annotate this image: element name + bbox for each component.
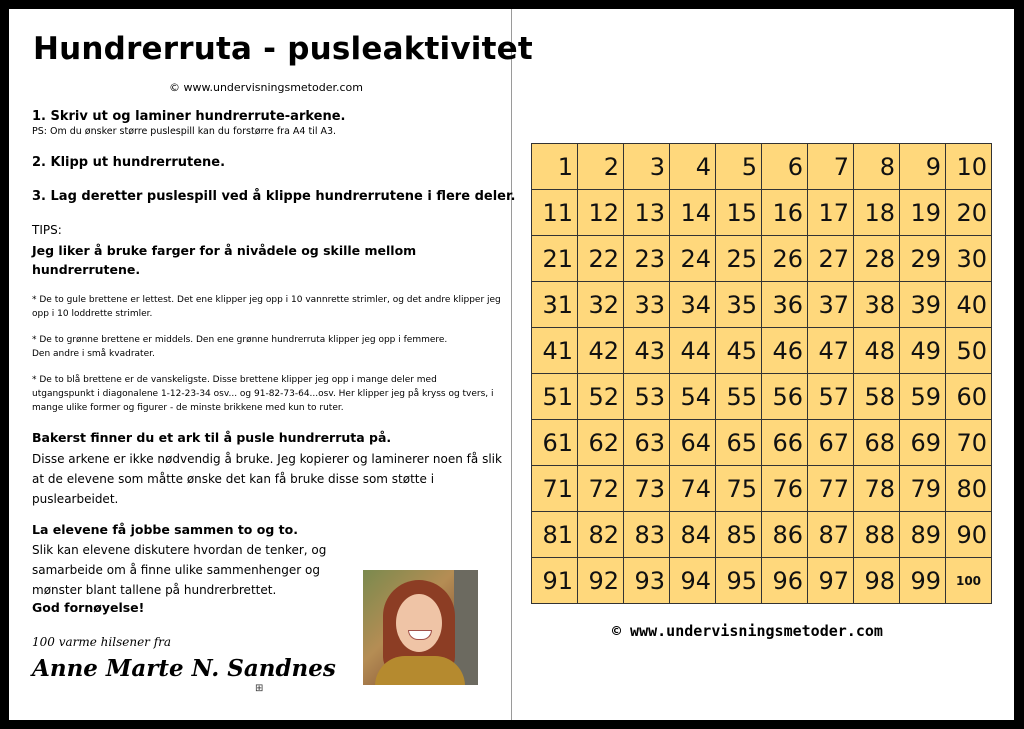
grid-cell: 12 — [578, 190, 624, 236]
grid-cell: 37 — [808, 282, 854, 328]
grid-cell: 51 — [532, 374, 578, 420]
grid-cell: 74 — [670, 466, 716, 512]
grid-cell: 43 — [624, 328, 670, 374]
grid-cell: 90 — [946, 512, 992, 558]
tips-label: TIPS: — [32, 223, 62, 237]
grid-cell: 59 — [900, 374, 946, 420]
grid-cell: 55 — [716, 374, 762, 420]
grid-cell: 6 — [762, 144, 808, 190]
grid-cell: 96 — [762, 558, 808, 604]
grid-cell: 70 — [946, 420, 992, 466]
grid-cell: 97 — [808, 558, 854, 604]
crosshair-icon: ⊞ — [255, 683, 264, 694]
grid-row — [532, 282, 992, 328]
grid-cell: 98 — [854, 558, 900, 604]
grid-cell: 69 — [900, 420, 946, 466]
grid-cell: 23 — [624, 236, 670, 282]
grid-cell: 33 — [624, 282, 670, 328]
grid-cell: 63 — [624, 420, 670, 466]
grid-cell: 88 — [854, 512, 900, 558]
grid-cell: 73 — [624, 466, 670, 512]
grid-cell: 54 — [670, 374, 716, 420]
grid-cell: 86 — [762, 512, 808, 558]
grid-cell: 42 — [578, 328, 624, 374]
grid-cell: 4 — [670, 144, 716, 190]
grid-cell: 92 — [578, 558, 624, 604]
grid-cell: 95 — [716, 558, 762, 604]
cooperation-text: Slik kan elevene diskutere hvordan de tenker, og samarbeide om å finne ulike sammenhenger og mønster blant tallene på hundrerbrettet. — [32, 543, 327, 597]
hundred-grid-page — [512, 9, 1014, 720]
grid-cell: 2 — [578, 144, 624, 190]
grid-cell: 75 — [716, 466, 762, 512]
grid-cell: 15 — [716, 190, 762, 236]
grid-row — [532, 328, 992, 374]
grid-cell: 57 — [808, 374, 854, 420]
step-1: 1. Skriv ut og laminer hundrerrute-arkene. — [32, 109, 346, 124]
grid-cell: 100 — [946, 558, 992, 604]
hundred-grid — [531, 143, 992, 604]
grid-cell: 79 — [900, 466, 946, 512]
grid-row — [532, 558, 992, 604]
step-3: 3. Lag deretter puslespill ved å klippe hundrerrutene i flere deler. — [32, 189, 516, 204]
worksheet-spread — [9, 9, 1014, 720]
copyright-bottom: © www.undervisningsmetoder.com — [612, 622, 883, 640]
grid-cell: 16 — [762, 190, 808, 236]
grid-cell: 28 — [854, 236, 900, 282]
signature: Anne Marte N. Sandnes — [32, 655, 336, 682]
grid-cell: 89 — [900, 512, 946, 558]
grid-cell: 29 — [900, 236, 946, 282]
grid-cell: 35 — [716, 282, 762, 328]
grid-row — [532, 466, 992, 512]
grid-cell: 82 — [578, 512, 624, 558]
ps-note: PS: Om du ønsker større puslespill kan du forstørre fra A4 til A3. — [32, 126, 337, 137]
grid-cell: 1 — [532, 144, 578, 190]
grid-row — [532, 144, 992, 190]
grid-cell: 17 — [808, 190, 854, 236]
tip-blue: * De to blå brettene er de vanskeligste. Disse brettene klipper jeg opp i mange deler med utgangspunkt i diagonalene 1-12-23-34 osv... og 91-82-73-64...osv. Her klipper jeg på kryss og tvers, i mange ulike former og figurer - de minste brikkene med kun to ruter. — [32, 375, 494, 413]
grid-cell: 18 — [854, 190, 900, 236]
grid-cell: 36 — [762, 282, 808, 328]
step-2: 2. Klipp ut hundrerrutene. — [32, 155, 226, 170]
grid-cell: 30 — [946, 236, 992, 282]
backside-text: Disse arkene er ikke nødvendig å bruke. Jeg kopierer og laminerer noen få slik at de elevene som måtte ønske det kan få bruke disse som støtte i puslearbeidet. — [32, 452, 502, 506]
grid-cell: 34 — [670, 282, 716, 328]
tips-lead: Jeg liker å bruke farger for å nivådele og skille mellom hundrerrutene. — [32, 243, 417, 277]
grid-cell: 52 — [578, 374, 624, 420]
page-title: Hundrerruta - pusleaktivitet — [33, 31, 533, 67]
instructions-page — [9, 9, 533, 720]
grid-cell: 87 — [808, 512, 854, 558]
grid-cell: 11 — [532, 190, 578, 236]
grid-cell: 61 — [532, 420, 578, 466]
tip-green: * De to grønne brettene er middels. Den ene grønne hundrerruta klipper jeg opp i femmere. Den andre i små kvadrater. — [32, 335, 448, 359]
grid-cell: 13 — [624, 190, 670, 236]
grid-cell: 14 — [670, 190, 716, 236]
closing-line: God fornøyelse! — [32, 600, 145, 615]
grid-cell: 10 — [946, 144, 992, 190]
grid-cell: 85 — [716, 512, 762, 558]
grid-cell: 45 — [716, 328, 762, 374]
grid-cell: 58 — [854, 374, 900, 420]
grid-cell: 38 — [854, 282, 900, 328]
copyright-top: © www.undervisningsmetoder.com — [169, 81, 363, 94]
grid-cell: 93 — [624, 558, 670, 604]
backside-heading: Bakerst finner du et ark til å pusle hundrerruta på. — [32, 430, 392, 445]
grid-row — [532, 512, 992, 558]
grid-cell: 39 — [900, 282, 946, 328]
grid-cell: 99 — [900, 558, 946, 604]
grid-cell: 21 — [532, 236, 578, 282]
grid-cell: 80 — [946, 466, 992, 512]
grid-cell: 64 — [670, 420, 716, 466]
grid-cell: 84 — [670, 512, 716, 558]
grid-row — [532, 374, 992, 420]
grid-cell: 5 — [716, 144, 762, 190]
grid-cell: 48 — [854, 328, 900, 374]
grid-cell: 22 — [578, 236, 624, 282]
grid-cell: 8 — [854, 144, 900, 190]
grid-row — [532, 236, 992, 282]
grid-cell: 83 — [624, 512, 670, 558]
grid-cell: 44 — [670, 328, 716, 374]
grid-cell: 62 — [578, 420, 624, 466]
grid-cell: 27 — [808, 236, 854, 282]
grid-cell: 56 — [762, 374, 808, 420]
grid-cell: 40 — [946, 282, 992, 328]
grid-cell: 47 — [808, 328, 854, 374]
grid-cell: 65 — [716, 420, 762, 466]
grid-cell: 53 — [624, 374, 670, 420]
tip-yellow: * De to gule brettene er lettest. Det ene klipper jeg opp i 10 vannrette strimler, og det andre klipper jeg opp i 10 loddrette strimler. — [32, 295, 501, 319]
grid-cell: 9 — [900, 144, 946, 190]
grid-cell: 67 — [808, 420, 854, 466]
grid-cell: 76 — [762, 466, 808, 512]
grid-cell: 71 — [532, 466, 578, 512]
cooperation-heading: La elevene få jobbe sammen to og to. — [32, 522, 298, 537]
grid-cell: 94 — [670, 558, 716, 604]
grid-cell: 49 — [900, 328, 946, 374]
grid-cell: 68 — [854, 420, 900, 466]
grid-cell: 7 — [808, 144, 854, 190]
grid-cell: 19 — [900, 190, 946, 236]
grid-cell: 24 — [670, 236, 716, 282]
grid-cell: 72 — [578, 466, 624, 512]
greeting: 100 varme hilsener fra — [32, 635, 172, 649]
grid-cell: 50 — [946, 328, 992, 374]
grid-cell: 32 — [578, 282, 624, 328]
grid-row — [532, 420, 992, 466]
grid-cell: 25 — [716, 236, 762, 282]
grid-cell: 91 — [532, 558, 578, 604]
grid-row — [532, 190, 992, 236]
grid-cell: 20 — [946, 190, 992, 236]
grid-cell: 3 — [624, 144, 670, 190]
grid-cell: 66 — [762, 420, 808, 466]
grid-cell: 81 — [532, 512, 578, 558]
grid-cell: 77 — [808, 466, 854, 512]
grid-cell: 31 — [532, 282, 578, 328]
grid-cell: 41 — [532, 328, 578, 374]
grid-cell: 78 — [854, 466, 900, 512]
grid-cell: 26 — [762, 236, 808, 282]
grid-cell: 46 — [762, 328, 808, 374]
author-photo — [363, 570, 478, 685]
grid-cell: 60 — [946, 374, 992, 420]
